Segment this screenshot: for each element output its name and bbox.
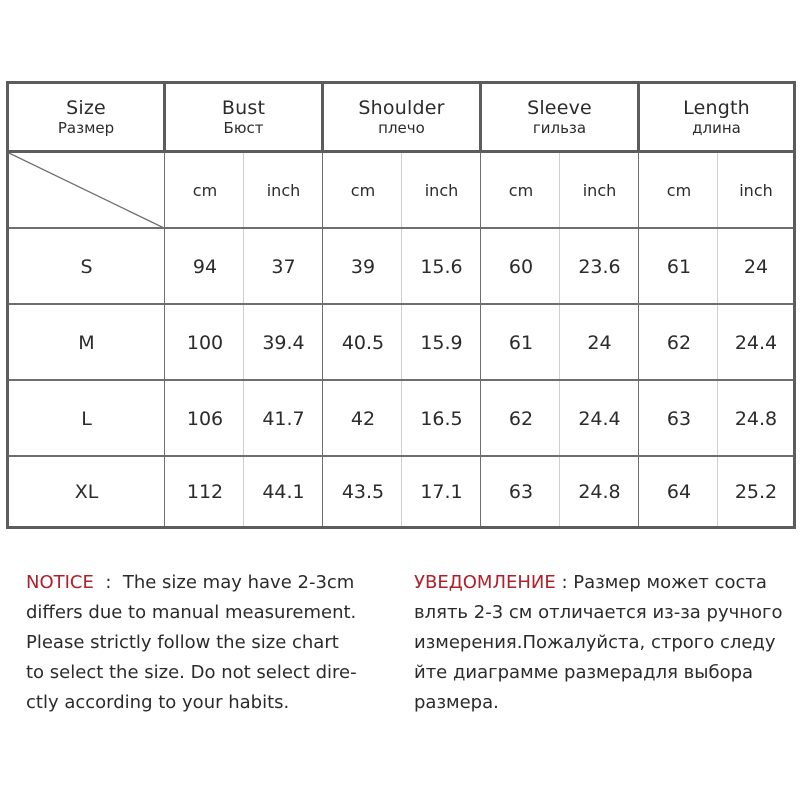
header-bust [166,84,321,150]
value-cell: 24.4 [734,331,778,354]
value-cell: 64 [666,480,692,503]
value-cell: 25.2 [734,480,778,503]
unit-divider [243,153,244,526]
header-size-ru: Размер [57,118,115,137]
diagonal-line [9,153,164,228]
row-divider [9,455,793,457]
notice-line: ctly according to your habits. [26,692,290,713]
value-cell: 15.9 [420,331,463,354]
size-label: L [81,407,92,430]
unit-divider [559,153,560,526]
header-size-en: Size [66,96,106,119]
size-label: S [80,255,93,278]
value-cell: 61 [508,331,534,354]
value-cell: 63 [666,407,692,430]
value-cell: 61 [666,255,692,278]
notice-line: йте диаграмме размерадля выбора [414,662,754,683]
value-cell: 62 [666,331,692,354]
group-divider [321,84,324,153]
value-cell: 42 [350,407,376,430]
notice-title: NOTICE [26,572,94,593]
group-divider [479,84,482,153]
notice-line: to select the size. Do not select dire- [26,662,357,683]
header-length-ru: длина [692,118,741,137]
row-divider [9,379,793,381]
value-cell: 24 [587,331,612,354]
notice-line [26,568,386,598]
value-cell: 60 [508,255,534,278]
notice-line: влять 2-3 см отличается из-за ручного [414,602,783,623]
notice-separator: : [93,572,123,593]
value-cell: 112 [186,480,224,503]
unit-bust-cm: cm [192,180,218,200]
value-cell: 24.4 [578,407,621,430]
value-cell: 24 [743,255,769,278]
header-sleeve-ru: гильза [532,118,587,137]
notice-line: размера. [414,692,499,713]
notice-line: differs due to manual measurement. [26,602,357,623]
value-cell: 94 [192,255,218,278]
unit-divider [401,153,402,526]
column-divider [322,153,323,526]
notice-separator: : [555,572,574,593]
unit-divider [717,153,718,526]
unit-shoulder-cm: cm [350,180,376,200]
notice-line: Please strictly follow the size chart [26,632,339,653]
size-label: XL [74,480,99,503]
value-cell: 15.6 [420,255,463,278]
header-length [640,84,793,150]
value-cell: 43.5 [341,480,385,503]
header-bust-en: Bust [221,96,266,119]
notice-text: The size may have 2-3cm [122,572,355,593]
value-cell: 41.7 [262,407,305,430]
value-cell: 100 [186,331,224,354]
value-cell: 44.1 [262,480,305,503]
value-cell: 16.5 [420,407,463,430]
value-cell: 24.8 [578,480,621,503]
value-cell: 37 [271,255,296,278]
notice-line: измерения.Пожалуйста, строго следу [414,632,776,653]
corner-cell [9,153,164,228]
unit-length-cm: cm [666,180,692,200]
value-cell: 63 [508,480,534,503]
header-sleeve-en: Sleeve [527,96,592,119]
unit-sleeve-inch: inch [582,180,617,200]
value-cell: 39 [350,255,376,278]
size-chart-table [6,81,796,529]
row-divider [9,303,793,305]
value-cell: 17.1 [420,480,463,503]
group-divider [163,84,166,153]
notice-line [414,568,794,598]
unit-sleeve-cm: cm [508,180,534,200]
value-cell: 40.5 [341,331,385,354]
header-shoulder-ru: плечо [378,118,425,137]
header-bust-ru: Бюст [223,118,264,137]
value-cell: 106 [186,407,224,430]
notice-russian [414,568,794,718]
header-length-en: Length [683,96,750,119]
value-cell: 23.6 [578,255,621,278]
row-divider [9,227,793,229]
column-divider [164,153,165,526]
column-divider [480,153,481,526]
notice-text: Размер может соста [573,572,767,593]
header-shoulder [324,84,479,150]
size-label: M [78,331,95,354]
notice-title: УВЕДОМЛЕНИЕ [414,572,556,593]
header-shoulder-en: Shoulder [358,96,445,119]
unit-bust-inch: inch [266,180,301,200]
value-cell: 62 [508,407,534,430]
column-divider [638,153,639,526]
unit-shoulder-inch: inch [424,180,459,200]
header-sleeve [482,84,637,150]
group-divider [637,84,640,153]
value-cell: 39.4 [262,331,305,354]
header-size [9,84,163,150]
notice-english [26,568,386,718]
value-cell: 24.8 [734,407,778,430]
unit-length-inch: inch [739,180,773,200]
